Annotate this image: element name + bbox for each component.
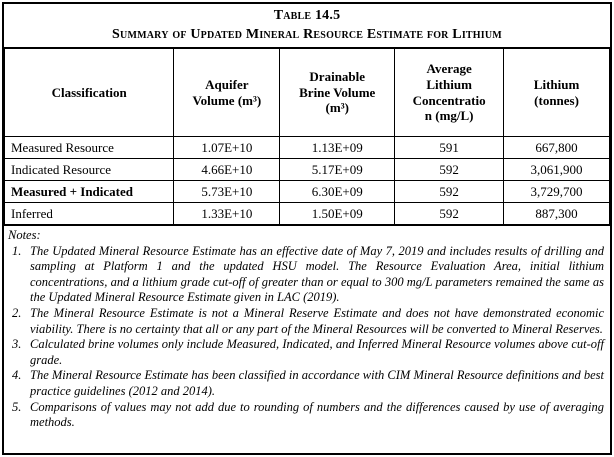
table-row-measured bbox=[5, 137, 610, 159]
table-number: Table 14.5 bbox=[273, 8, 341, 23]
notes-label: Notes: bbox=[8, 228, 41, 242]
cell-concentration: 592 bbox=[395, 203, 504, 225]
cell-aquifer-volume: 1.33E+10 bbox=[174, 203, 280, 225]
column-header-brine-volume: Drainable Brine Volume (m³) bbox=[280, 49, 395, 137]
cell-aquifer-volume: 5.73E+10 bbox=[174, 181, 280, 203]
cell-aquifer-volume: 1.07E+10 bbox=[174, 137, 280, 159]
note-item bbox=[8, 244, 604, 306]
cell-lithium-tonnes: 3,729,700 bbox=[504, 181, 610, 203]
cell-lithium-tonnes: 887,300 bbox=[504, 203, 610, 225]
table-row-inferred bbox=[5, 203, 610, 225]
header-row bbox=[5, 49, 610, 137]
cell-classification: Inferred bbox=[5, 203, 174, 225]
cell-concentration: 592 bbox=[395, 181, 504, 203]
document-table bbox=[2, 2, 612, 455]
note-number: 4. bbox=[12, 368, 22, 383]
note-text: Comparisons of values may not add due to rounding of numbers and the differences caused by use of averaging methods. bbox=[30, 399, 604, 430]
note-number: 5. bbox=[12, 399, 22, 414]
column-header-aquifer-volume: Aquifer Volume (m³) bbox=[174, 49, 280, 137]
cell-classification: Indicated Resource bbox=[5, 159, 174, 181]
note-item bbox=[8, 306, 604, 337]
column-header-lithium-tonnes: Lithium (tonnes) bbox=[504, 49, 610, 137]
note-number: 2. bbox=[12, 305, 22, 320]
cell-lithium-tonnes: 3,061,900 bbox=[504, 159, 610, 181]
cell-aquifer-volume: 4.66E+10 bbox=[174, 159, 280, 181]
note-item bbox=[8, 368, 604, 399]
table-title: Summary of Updated Mineral Resource Estimate for Lithium bbox=[112, 27, 502, 42]
notes-section bbox=[4, 225, 610, 433]
cell-concentration: 592 bbox=[395, 159, 504, 181]
column-header-concentration: Average Lithium Concentration (mg/L) bbox=[395, 49, 504, 137]
note-text: The Mineral Resource Estimate is not a Mineral Reserve Estimate and does not have demonstrated economic viability. There is no certainty that all or any part of the Mineral Resources will be converted to Mineral Reserves. bbox=[30, 305, 604, 336]
mineral-resource-table bbox=[4, 48, 610, 225]
cell-lithium-tonnes: 667,800 bbox=[504, 137, 610, 159]
column-header-classification: Classification bbox=[5, 49, 174, 137]
note-text: The Updated Mineral Resource Estimate has an effective date of May 7, 2019 and includes results of drilling and sampling at Platform 1 and the updated HSU model. The Resource Evaluation Area, initial lithium concentrations, and a lithium grade cut-off of greater than or equal to 300 mg/L parameters remained the same as the Updated Mineral Resource Estimate given in LAC (2019). bbox=[30, 243, 604, 305]
cell-brine-volume: 1.13E+09 bbox=[280, 137, 395, 159]
cell-classification: Measured Resource bbox=[5, 137, 174, 159]
note-text: Calculated brine volumes only include Measured, Indicated, and Inferred Mineral Resource volumes above cut-off grade. bbox=[30, 337, 604, 367]
table-row-measured-plus-indicated bbox=[5, 181, 610, 203]
note-item bbox=[8, 337, 604, 368]
cell-concentration: 591 bbox=[395, 137, 504, 159]
table-row-indicated bbox=[5, 159, 610, 181]
note-number: 3. bbox=[12, 337, 22, 352]
note-number: 1. bbox=[12, 243, 22, 258]
note-item bbox=[8, 400, 604, 431]
note-text: The Mineral Resource Estimate has been classified in accordance with CIM Mineral Resource definitions and best practice guidelines (2012 and 2014). bbox=[30, 368, 604, 398]
cell-brine-volume: 6.30E+09 bbox=[280, 181, 395, 203]
cell-brine-volume: 1.50E+09 bbox=[280, 203, 395, 225]
table-title-block bbox=[4, 4, 610, 48]
cell-brine-volume: 5.17E+09 bbox=[280, 159, 395, 181]
cell-classification: Measured + Indicated bbox=[5, 181, 174, 203]
